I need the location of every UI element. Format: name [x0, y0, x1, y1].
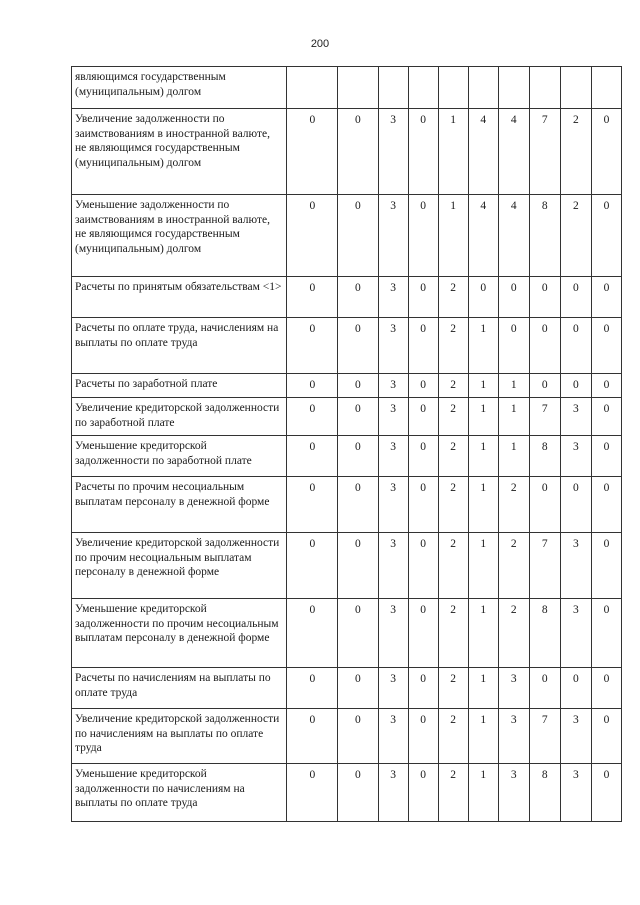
code-digit-cell: 0	[529, 668, 560, 709]
code-digit-cell: 3	[378, 109, 408, 195]
code-digit-cell: 0	[408, 318, 438, 374]
code-digit-cell: 0	[408, 109, 438, 195]
code-digit-cell: 1	[498, 374, 529, 398]
code-digit-cell: 4	[468, 195, 498, 277]
row-label: Увеличение кредиторской задолженности по начислениям на выплаты по оплате труда	[72, 709, 287, 764]
code-digit-cell: 8	[529, 599, 560, 668]
code-digit-cell: 1	[468, 318, 498, 374]
code-digit-cell: 3	[560, 599, 591, 668]
code-digit-cell: 0	[560, 318, 591, 374]
code-digit-cell: 1	[468, 398, 498, 436]
code-digit-cell	[438, 67, 468, 109]
code-digit-cell: 3	[378, 318, 408, 374]
code-digit-cell	[498, 67, 529, 109]
code-digit-cell	[408, 67, 438, 109]
code-digit-cell: 0	[338, 318, 378, 374]
code-digit-cell: 2	[438, 533, 468, 599]
code-digit-cell: 7	[529, 109, 560, 195]
code-digit-cell: 0	[468, 277, 498, 318]
table-row	[72, 533, 622, 599]
code-digit-cell: 2	[438, 764, 468, 822]
code-digit-cell: 3	[560, 398, 591, 436]
code-digit-cell: 4	[468, 109, 498, 195]
table-row	[72, 668, 622, 709]
code-digit-cell: 3	[378, 374, 408, 398]
row-label: Уменьшение кредиторской задолженности по прочим несоциальным выплатам персоналу в денежной форме	[72, 599, 287, 668]
code-digit-cell: 0	[408, 277, 438, 318]
code-digit-cell: 2	[438, 709, 468, 764]
code-digit-cell: 0	[338, 477, 378, 533]
code-digit-cell: 3	[378, 398, 408, 436]
row-label: Увеличение задолженности по заимствованиям в иностранной валюте, не являющимся государственным (муниципальным) долгом	[72, 109, 287, 195]
code-digit-cell: 0	[591, 533, 621, 599]
code-digit-cell: 3	[378, 436, 408, 477]
table-body	[72, 67, 622, 822]
code-digit-cell: 0	[338, 277, 378, 318]
code-digit-cell: 0	[591, 398, 621, 436]
code-digit-cell: 0	[287, 398, 338, 436]
code-digit-cell: 3	[378, 195, 408, 277]
code-digit-cell	[287, 67, 338, 109]
code-digit-cell: 1	[468, 599, 498, 668]
code-digit-cell	[338, 67, 378, 109]
code-digit-cell: 4	[498, 195, 529, 277]
code-digit-cell: 0	[338, 709, 378, 764]
code-digit-cell: 2	[438, 318, 468, 374]
table-row	[72, 318, 622, 374]
code-digit-cell: 1	[468, 668, 498, 709]
table-row	[72, 277, 622, 318]
code-digit-cell: 0	[529, 477, 560, 533]
table-row	[72, 599, 622, 668]
code-digit-cell: 7	[529, 709, 560, 764]
code-digit-cell: 2	[498, 477, 529, 533]
code-digit-cell: 0	[287, 709, 338, 764]
row-label: Расчеты по начислениям на выплаты по оплате труда	[72, 668, 287, 709]
code-digit-cell: 0	[338, 599, 378, 668]
code-digit-cell: 0	[287, 277, 338, 318]
code-digit-cell: 1	[468, 477, 498, 533]
code-digit-cell: 3	[560, 709, 591, 764]
code-digit-cell: 0	[287, 599, 338, 668]
table-row	[72, 764, 622, 822]
code-digit-cell: 0	[408, 436, 438, 477]
code-digit-cell: 0	[591, 709, 621, 764]
code-digit-cell: 3	[560, 764, 591, 822]
code-digit-cell: 2	[438, 668, 468, 709]
code-digit-cell: 1	[498, 398, 529, 436]
code-digit-cell: 0	[529, 374, 560, 398]
code-digit-cell: 7	[529, 398, 560, 436]
code-digit-cell: 0	[408, 477, 438, 533]
code-digit-cell: 0	[338, 374, 378, 398]
row-label: Расчеты по заработной плате	[72, 374, 287, 398]
code-digit-cell: 3	[498, 709, 529, 764]
code-digit-cell: 3	[378, 533, 408, 599]
table-row	[72, 195, 622, 277]
code-digit-cell: 0	[591, 764, 621, 822]
code-digit-cell: 0	[560, 277, 591, 318]
code-digit-cell: 0	[287, 195, 338, 277]
code-digit-cell: 4	[498, 109, 529, 195]
code-digit-cell: 8	[529, 436, 560, 477]
code-digit-cell: 3	[378, 709, 408, 764]
code-digit-cell: 0	[591, 195, 621, 277]
code-digit-cell: 0	[560, 374, 591, 398]
row-label: Увеличение кредиторской задолженности по заработной плате	[72, 398, 287, 436]
table-row	[72, 398, 622, 436]
code-digit-cell	[468, 67, 498, 109]
row-label: Уменьшение задолженности по заимствованиям в иностранной валюте, не являющимся государственным (муниципальным) долгом	[72, 195, 287, 277]
code-digit-cell: 0	[591, 277, 621, 318]
code-digit-cell: 0	[498, 318, 529, 374]
code-digit-cell: 0	[287, 109, 338, 195]
code-digit-cell: 0	[498, 277, 529, 318]
code-digit-cell: 0	[338, 195, 378, 277]
row-label: Расчеты по принятым обязательствам <1>	[72, 277, 287, 318]
code-digit-cell: 2	[438, 398, 468, 436]
code-digit-cell: 1	[468, 533, 498, 599]
code-digit-cell: 0	[591, 436, 621, 477]
code-digit-cell: 0	[591, 599, 621, 668]
table-row	[72, 374, 622, 398]
code-digit-cell: 0	[408, 668, 438, 709]
code-digit-cell: 2	[438, 599, 468, 668]
code-digit-cell: 2	[560, 195, 591, 277]
code-digit-cell: 0	[408, 398, 438, 436]
code-digit-cell: 0	[287, 764, 338, 822]
code-digit-cell: 2	[498, 599, 529, 668]
code-digit-cell: 1	[468, 436, 498, 477]
code-digit-cell: 0	[287, 533, 338, 599]
code-digit-cell: 0	[338, 764, 378, 822]
account-codes-table	[71, 66, 622, 822]
code-digit-cell: 0	[287, 318, 338, 374]
code-digit-cell	[560, 67, 591, 109]
code-digit-cell: 8	[529, 195, 560, 277]
row-label: Увеличение кредиторской задолженности по прочим несоциальным выплатам персоналу в денежной форме	[72, 533, 287, 599]
code-digit-cell: 2	[438, 436, 468, 477]
code-digit-cell: 0	[408, 374, 438, 398]
code-digit-cell: 0	[408, 195, 438, 277]
code-digit-cell: 3	[378, 277, 408, 318]
code-digit-cell: 0	[287, 668, 338, 709]
code-digit-cell: 0	[529, 277, 560, 318]
table-row	[72, 109, 622, 195]
row-label: Уменьшение кредиторской задолженности по заработной плате	[72, 436, 287, 477]
code-digit-cell: 8	[529, 764, 560, 822]
row-label: Расчеты по прочим несоциальным выплатам персоналу в денежной форме	[72, 477, 287, 533]
code-digit-cell: 2	[438, 374, 468, 398]
code-digit-cell: 0	[287, 374, 338, 398]
code-digit-cell: 3	[378, 477, 408, 533]
code-digit-cell: 1	[468, 764, 498, 822]
code-digit-cell: 0	[560, 668, 591, 709]
row-label: Уменьшение кредиторской задолженности по начислениям на выплаты по оплате труда	[72, 764, 287, 822]
code-digit-cell: 1	[468, 374, 498, 398]
code-digit-cell: 0	[408, 533, 438, 599]
code-digit-cell: 2	[560, 109, 591, 195]
code-digit-cell: 0	[560, 477, 591, 533]
code-digit-cell	[378, 67, 408, 109]
code-digit-cell: 0	[287, 436, 338, 477]
table-row	[72, 477, 622, 533]
code-digit-cell	[529, 67, 560, 109]
code-digit-cell	[591, 67, 621, 109]
code-digit-cell: 2	[438, 477, 468, 533]
code-digit-cell: 0	[591, 318, 621, 374]
table-row	[72, 67, 622, 109]
code-digit-cell: 2	[438, 277, 468, 318]
table-row	[72, 709, 622, 764]
code-digit-cell: 0	[338, 668, 378, 709]
code-digit-cell: 0	[338, 533, 378, 599]
code-digit-cell: 0	[591, 374, 621, 398]
code-digit-cell: 7	[529, 533, 560, 599]
code-digit-cell: 0	[408, 599, 438, 668]
table-row	[72, 436, 622, 477]
row-label: Расчеты по оплате труда, начислениям на выплаты по оплате труда	[72, 318, 287, 374]
code-digit-cell: 0	[591, 668, 621, 709]
code-digit-cell: 3	[378, 764, 408, 822]
code-digit-cell: 0	[287, 477, 338, 533]
code-digit-cell: 0	[408, 709, 438, 764]
code-digit-cell: 0	[338, 109, 378, 195]
code-digit-cell: 2	[498, 533, 529, 599]
code-digit-cell: 0	[338, 436, 378, 477]
code-digit-cell: 0	[591, 477, 621, 533]
row-label: являющимся государственным (муниципальным) долгом	[72, 67, 287, 109]
code-digit-cell: 1	[438, 109, 468, 195]
code-digit-cell: 1	[468, 709, 498, 764]
code-digit-cell: 0	[408, 764, 438, 822]
code-digit-cell: 1	[498, 436, 529, 477]
code-digit-cell: 3	[498, 764, 529, 822]
code-digit-cell: 1	[438, 195, 468, 277]
code-digit-cell: 3	[378, 599, 408, 668]
code-digit-cell: 3	[560, 436, 591, 477]
code-digit-cell: 3	[560, 533, 591, 599]
code-digit-cell: 0	[338, 398, 378, 436]
code-digit-cell: 3	[498, 668, 529, 709]
page-number: 200	[310, 38, 330, 50]
code-digit-cell: 3	[378, 668, 408, 709]
code-digit-cell: 0	[591, 109, 621, 195]
code-digit-cell: 0	[529, 318, 560, 374]
